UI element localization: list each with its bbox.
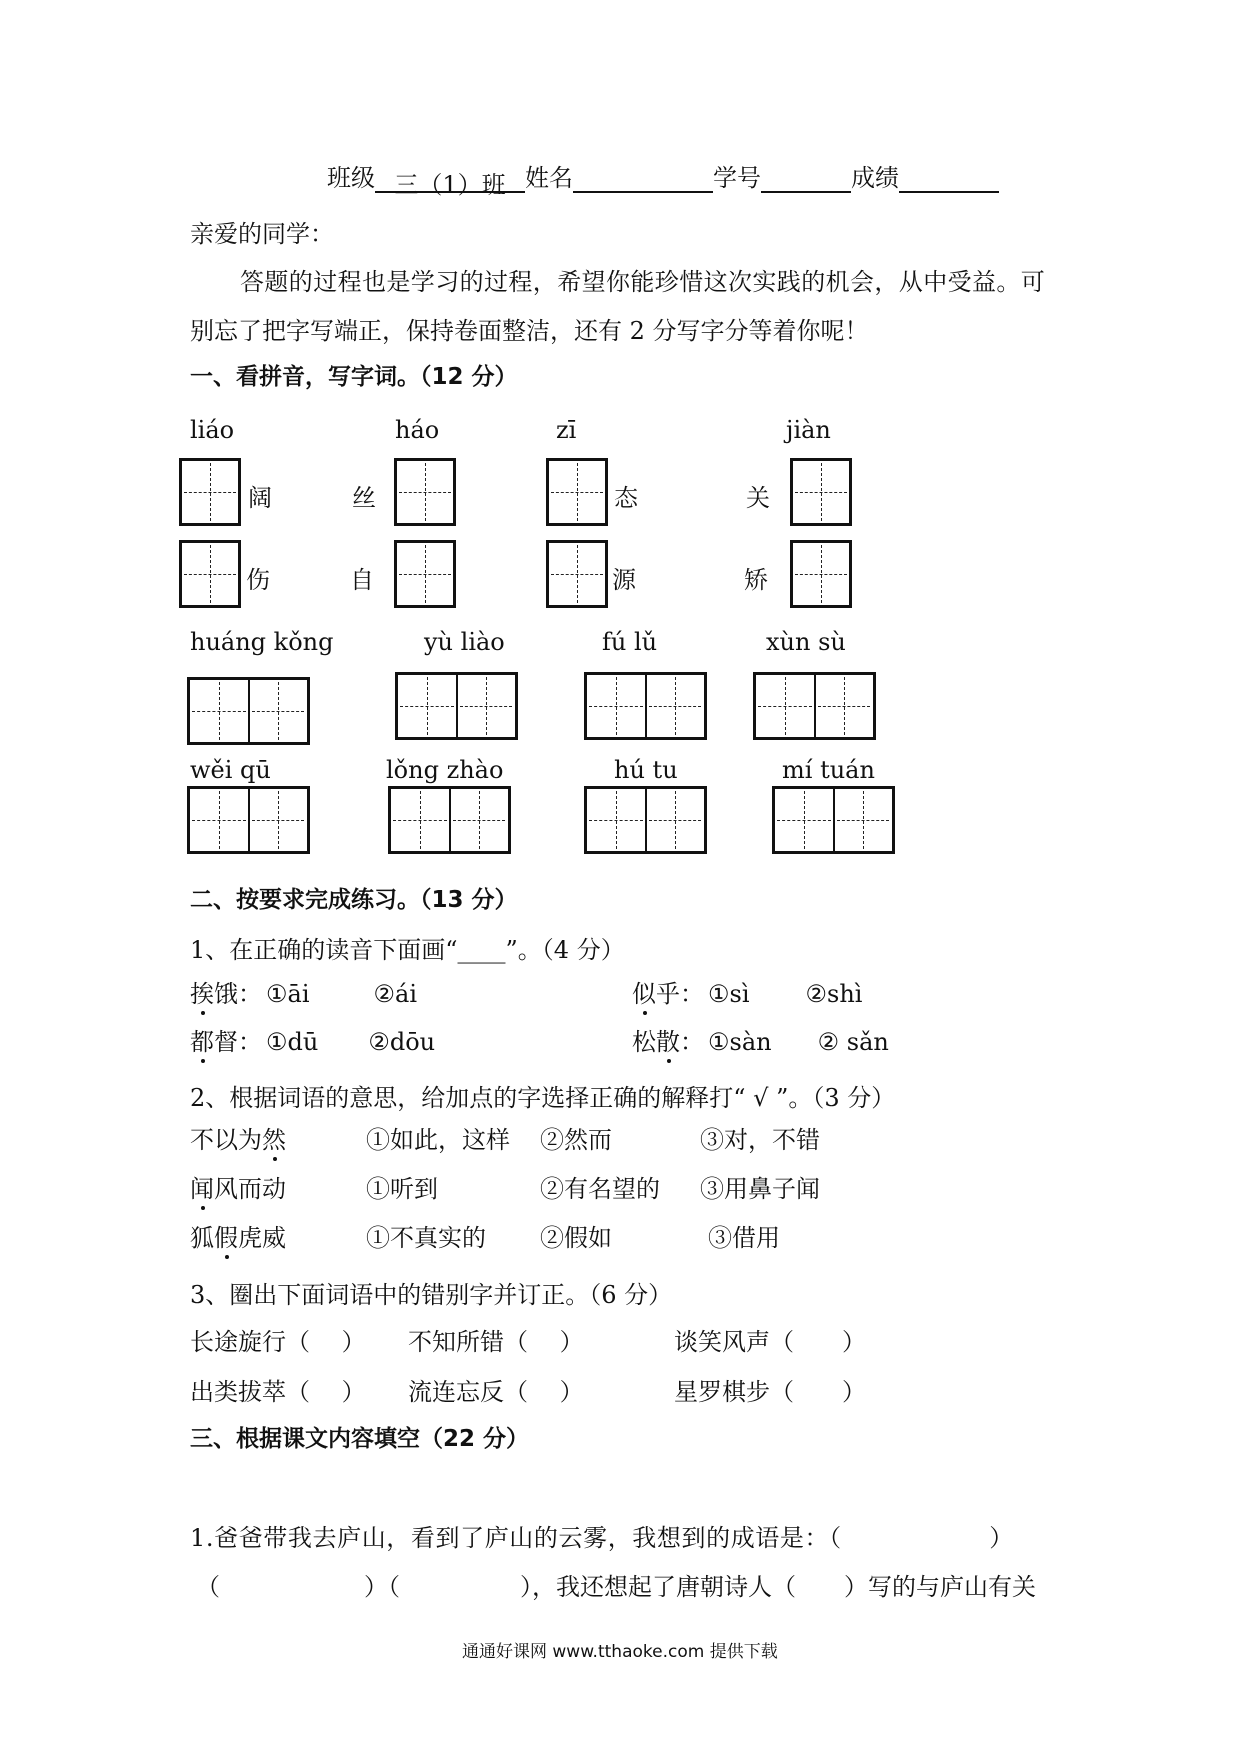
q2-row-3-opt1[interactable]: ①不真实的	[366, 1224, 486, 1252]
footer-credit: 通通好课网 www.tthaoke.com 提供下载	[462, 1642, 778, 1662]
grid-cell[interactable]	[182, 543, 238, 605]
grid-cell[interactable]	[833, 789, 891, 851]
pinyin-fulu: fú lǔ	[602, 628, 658, 656]
q1-item-sihu: 似乎： ①sì ②shì	[632, 974, 862, 1009]
writing-box[interactable]	[790, 540, 852, 608]
q1-item-dudu: 都督： ①dū ②dōu	[190, 1022, 435, 1057]
q2-row-1-opt2[interactable]: ②然而	[540, 1126, 612, 1154]
word-box[interactable]	[584, 672, 707, 740]
grid-cell[interactable]	[756, 675, 814, 737]
pinyin-longzhao: lǒng zhào	[386, 756, 504, 784]
char-yuan: 源	[612, 566, 636, 594]
q1-item-songsan: 松散： ①sàn ② sǎn	[632, 1022, 889, 1057]
char-zi: 自	[350, 566, 374, 594]
pinyin-huangkong: huáng kǒng	[190, 628, 334, 656]
grid-cell[interactable]	[793, 461, 849, 523]
writing-box[interactable]	[394, 458, 456, 526]
pinyin-xunsu: xùn sù	[766, 628, 846, 656]
grid-cell[interactable]	[397, 543, 453, 605]
word-box[interactable]	[584, 786, 707, 854]
word-box[interactable]	[772, 786, 895, 854]
writing-box[interactable]	[179, 458, 241, 526]
name-label: 姓名	[525, 164, 573, 192]
grid-cell[interactable]	[449, 789, 507, 851]
word-box[interactable]	[388, 786, 511, 854]
grid-cell[interactable]	[645, 789, 703, 851]
pinyin-hutu: hú tu	[614, 756, 678, 784]
grid-cell[interactable]	[248, 680, 306, 742]
writing-box[interactable]	[394, 540, 456, 608]
grid-cell[interactable]	[814, 675, 872, 737]
char-jiao: 矫	[744, 566, 768, 594]
section-1-title: 一、看拼音，写字词。（12 分）	[190, 364, 518, 390]
q2-row-1-opt1[interactable]: ①如此，这样	[366, 1126, 510, 1154]
q3-word-2[interactable]: 不知所错（ ）	[408, 1328, 584, 1356]
pinyin-zi: zī	[556, 416, 577, 444]
q2-row-1: 不以为然	[190, 1120, 286, 1155]
class-field[interactable]: 三（1）班	[375, 165, 525, 193]
section-2-title: 二、按要求完成练习。（13 分）	[190, 887, 518, 913]
word-box[interactable]	[395, 672, 518, 740]
q3-word-3[interactable]: 谈笑风声（ ）	[674, 1328, 866, 1356]
char-guan: 关	[746, 484, 770, 512]
grid-cell[interactable]	[775, 789, 833, 851]
q2-row-1-opt3[interactable]: ③对，不错	[700, 1126, 820, 1154]
intro-line-2: 别忘了把字写端正，保持卷面整洁，还有 2 分写字分等着你呢！	[190, 317, 869, 345]
score-field[interactable]	[899, 165, 999, 193]
word-box[interactable]	[187, 677, 310, 745]
pinyin-weiqu: wěi qū	[190, 756, 271, 784]
pinyin-yuliao: yù liào	[424, 628, 505, 656]
char-tai: 态	[614, 484, 638, 512]
grid-cell[interactable]	[587, 675, 645, 737]
class-label: 班级	[327, 164, 375, 192]
id-label: 学号	[713, 164, 761, 192]
grid-cell[interactable]	[190, 789, 248, 851]
intro-line-1: 答题的过程也是学习的过程，希望你能珍惜这次实践的机会，从中受益。可	[240, 268, 1046, 296]
section-3-title: 三、根据课文内容填空（22 分）	[190, 1426, 530, 1452]
q2-title: 2、根据词语的意思，给加点的字选择正确的解释打“ √ ”。（3 分）	[190, 1084, 896, 1112]
pinyin-mituan: mí tuán	[782, 756, 875, 784]
char-kuo: 阔	[248, 484, 272, 512]
grid-cell[interactable]	[645, 675, 703, 737]
grid-cell[interactable]	[190, 680, 248, 742]
word-box[interactable]	[753, 672, 876, 740]
grid-cell[interactable]	[182, 461, 238, 523]
pinyin-liao: liáo	[190, 416, 235, 444]
grid-cell[interactable]	[398, 675, 456, 737]
score-label: 成绩	[851, 164, 899, 192]
q3-title: 3、圈出下面词语中的错别字并订正。（6 分）	[190, 1281, 673, 1309]
q1-item-aie: 挨饿： ①āi ②ái	[190, 974, 417, 1009]
writing-box[interactable]	[546, 540, 608, 608]
q2-row-2-opt3[interactable]: ③用鼻子闻	[700, 1175, 820, 1203]
s3-line-1: 1.爸爸带我去庐山，看到了庐山的云雾，我想到的成语是：（ ）	[190, 1524, 1014, 1552]
q2-row-2-opt1[interactable]: ①听到	[366, 1175, 438, 1203]
grid-cell[interactable]	[248, 789, 306, 851]
grid-cell[interactable]	[391, 789, 449, 851]
pinyin-hao: háo	[395, 416, 440, 444]
q3-word-1[interactable]: 长途旋行（ ）	[190, 1328, 366, 1356]
grid-cell[interactable]	[397, 461, 453, 523]
greeting: 亲爱的同学：	[190, 220, 334, 248]
writing-box[interactable]	[546, 458, 608, 526]
q3-word-6[interactable]: 星罗棋步（ ）	[674, 1378, 866, 1406]
grid-cell[interactable]	[456, 675, 514, 737]
char-si: 丝	[352, 484, 376, 512]
q3-word-5[interactable]: 流连忘反（ ）	[408, 1378, 584, 1406]
student-info-line	[327, 158, 999, 199]
writing-box[interactable]	[179, 540, 241, 608]
grid-cell[interactable]	[549, 461, 605, 523]
q2-row-3-opt2[interactable]: ②假如	[540, 1224, 612, 1252]
q2-row-2-opt2[interactable]: ②有名望的	[540, 1175, 660, 1203]
grid-cell[interactable]	[549, 543, 605, 605]
q2-row-2: 闻风而动	[190, 1169, 286, 1204]
id-field[interactable]	[761, 165, 851, 193]
q1-title: 1、在正确的读音下面画“____”。（4 分）	[190, 936, 625, 964]
grid-cell[interactable]	[587, 789, 645, 851]
pinyin-jian: jiàn	[786, 416, 831, 444]
char-shang: 伤	[246, 566, 270, 594]
writing-box[interactable]	[790, 458, 852, 526]
grid-cell[interactable]	[793, 543, 849, 605]
q3-word-4[interactable]: 出类拔萃（ ）	[190, 1378, 366, 1406]
word-box[interactable]	[187, 786, 310, 854]
name-field[interactable]	[573, 165, 713, 193]
q2-row-3-opt3[interactable]: ③借用	[708, 1224, 780, 1252]
s3-line-2: （ ）（ ），我还想起了唐朝诗人（ ）写的与庐山有关	[196, 1573, 1036, 1601]
q2-row-3: 狐假虎威	[190, 1218, 286, 1253]
